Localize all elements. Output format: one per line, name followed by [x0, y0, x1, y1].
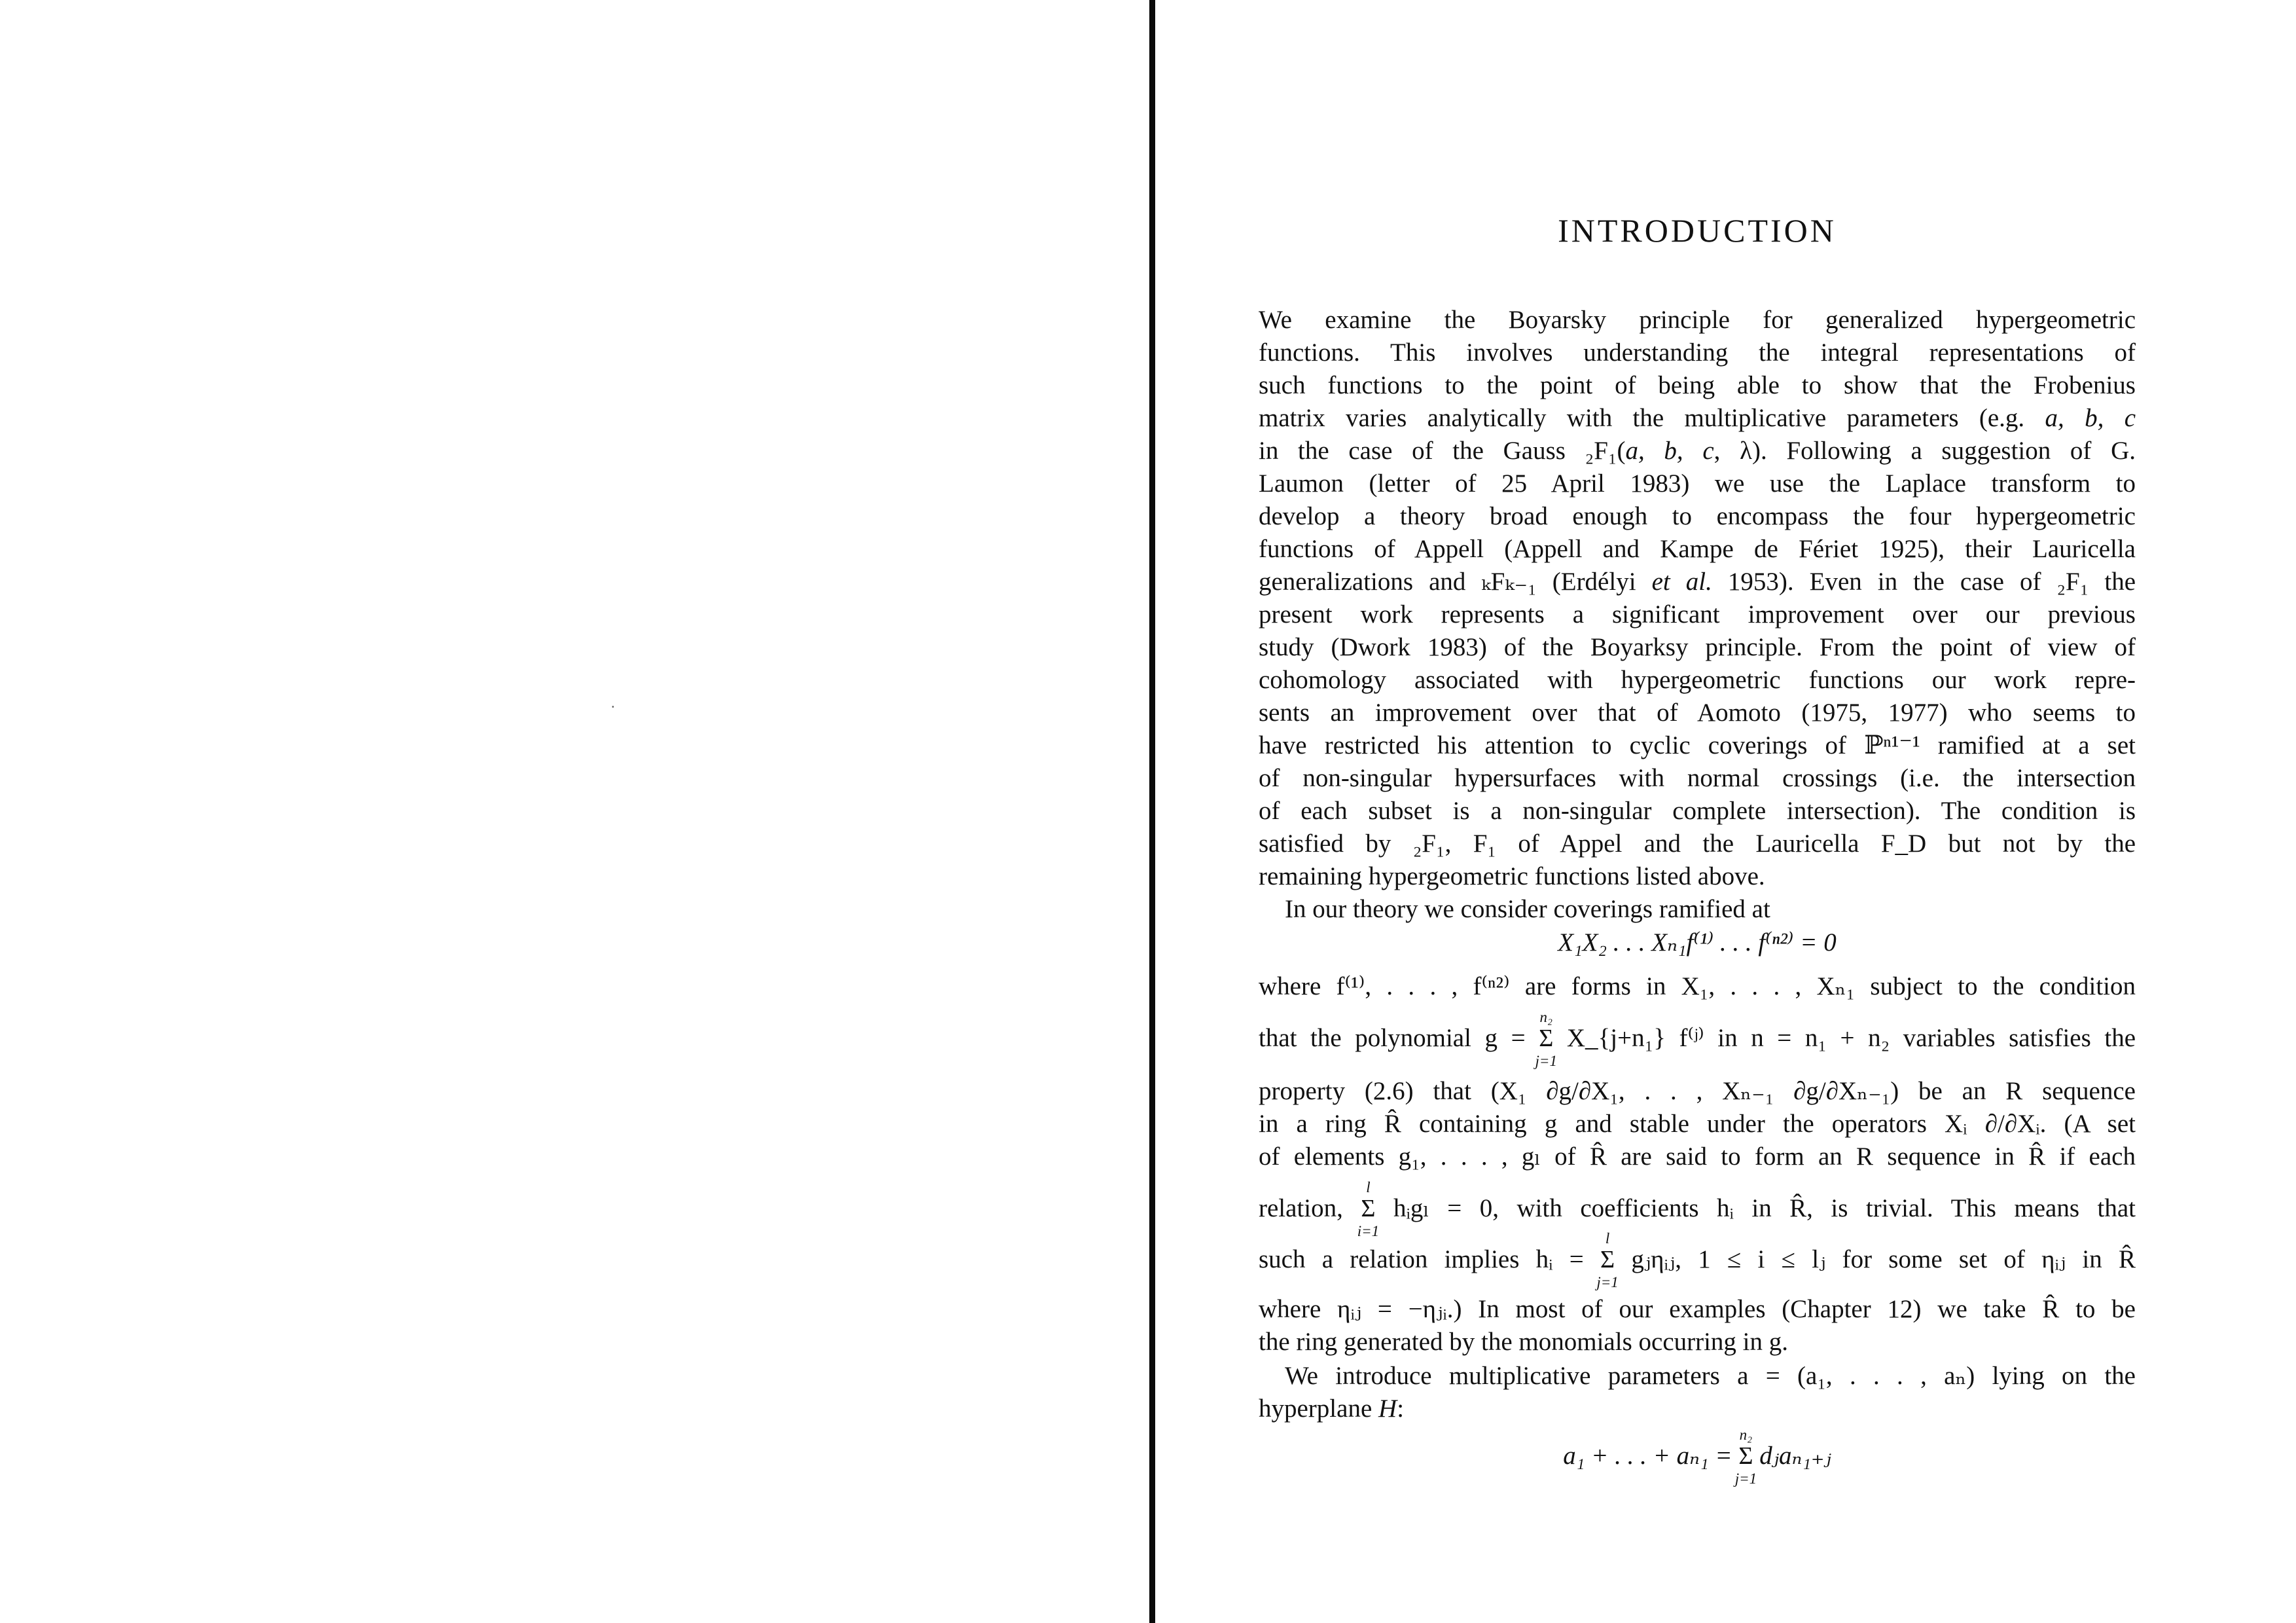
text-line: remaining hypergeometric functions listed above. [1259, 862, 1765, 890]
text-line: Laumon (letter of 25 April 1983) we use the Laplace transform to [1259, 469, 2136, 498]
text-line: cohomology associated with hypergeometric functions our work repre- [1259, 666, 2136, 694]
text-line: of each subset is a non-singular complete intersection). The condition is [1259, 797, 2136, 825]
text-line: of elements g₁, . . . , gₗ of R̂ are said to form an R sequence in R̂ if each [1259, 1142, 2136, 1171]
text-line: present work represents a significant improvement over our previous [1259, 600, 2136, 629]
text-line: in the case of the Gauss ₂F₁(a, b, c, λ). Following a suggestion of G. [1259, 437, 2136, 465]
equation-hyperplane: a₁ + . . . + aₙ₁ = n₂ Σ j=1 dⱼaₙ₁₊ⱼ [1563, 1427, 1831, 1487]
text-line: the ring generated by the monomials occurring in g. [1259, 1328, 1789, 1356]
scan-speck [612, 706, 614, 708]
text-line: in a ring R̂ containing g and stable under the operators Xᵢ ∂/∂Xᵢ. (A set [1259, 1110, 2136, 1138]
equation-ramification: X₁X₂ . . . Xₙ₁f⁽¹⁾ . . . f⁽ⁿ²⁾ = 0 [1558, 928, 1837, 957]
text-line: sents an improvement over that of Aomoto (1975, 1977) who seems to [1259, 699, 2136, 727]
text-line: generalizations and ₖFₖ₋₁ (Erdélyi et al. 1953). Even in the case of ₂F₁ the [1259, 568, 2136, 596]
text-line: matrix varies analytically with the multiplicative parameters (e.g. a, b, c [1259, 404, 2136, 432]
text-line: where ηᵢⱼ = −ηⱼᵢ.) In most of our examples (Chapter 12) we take R̂ to be [1259, 1295, 2136, 1323]
text-line: property (2.6) that (X₁ ∂g/∂X₁, . . , Xₙ₋₁ ∂g/∂Xₙ₋₁) be an R sequence [1259, 1077, 2136, 1105]
text-line: satisfied by ₂F₁, F₁ of Appel and the Lauricella F_D but not by the [1259, 830, 2136, 858]
text-line: In our theory we consider coverings ramified at [1285, 895, 1770, 923]
text-line: where f⁽¹⁾, . . . , f⁽ⁿ²⁾ are forms in X₁, . . . , Xₙ₁ subject to the condition [1259, 972, 2136, 1000]
text-line: functions. This involves understanding the integral representations of [1259, 338, 2136, 367]
text-line: of non-singular hypersurfaces with normal crossings (i.e. the intersection [1259, 764, 2136, 792]
text-line: functions of Appell (Appell and Kampe de Fériet 1925), their Lauricella [1259, 535, 2136, 563]
text-line: such a relation implies hᵢ = l Σ j=1 gⱼηᵢⱼ, 1 ≤ i ≤ lⱼ for some set of ηᵢⱼ in R̂ [1259, 1230, 2136, 1290]
text-line: that the polynomial g = n₂ Σ j=1 X_{j+n₁} f⁽ʲ⁾ in n = n₁ + n₂ variables satisfies the [1259, 1009, 2136, 1069]
text-line: relation, l Σ i=1 hᵢgₗ = 0, with coefficients hᵢ in R̂, is trivial. This means that [1259, 1179, 2136, 1239]
text-line: develop a theory broad enough to encompass the four hypergeometric [1259, 502, 2136, 530]
text-line: such functions to the point of being able to show that the Frobenius [1259, 371, 2136, 399]
book-gutter [1149, 0, 1155, 1623]
text-line: have restricted his attention to cyclic coverings of ℙⁿ¹⁻¹ ramified at a set [1259, 731, 2136, 759]
text-line: hyperplane H: [1259, 1395, 1405, 1423]
text-line: study (Dwork 1983) of the Boyarksy principle. From the point of view of [1259, 633, 2136, 661]
page-title: INTRODUCTION [1558, 212, 1837, 249]
text-line: We examine the Boyarsky principle for generalized hypergeometric [1259, 306, 2136, 334]
text-line: We introduce multiplicative parameters a = (a₁, . . . , aₙ) lying on the [1285, 1362, 2136, 1390]
